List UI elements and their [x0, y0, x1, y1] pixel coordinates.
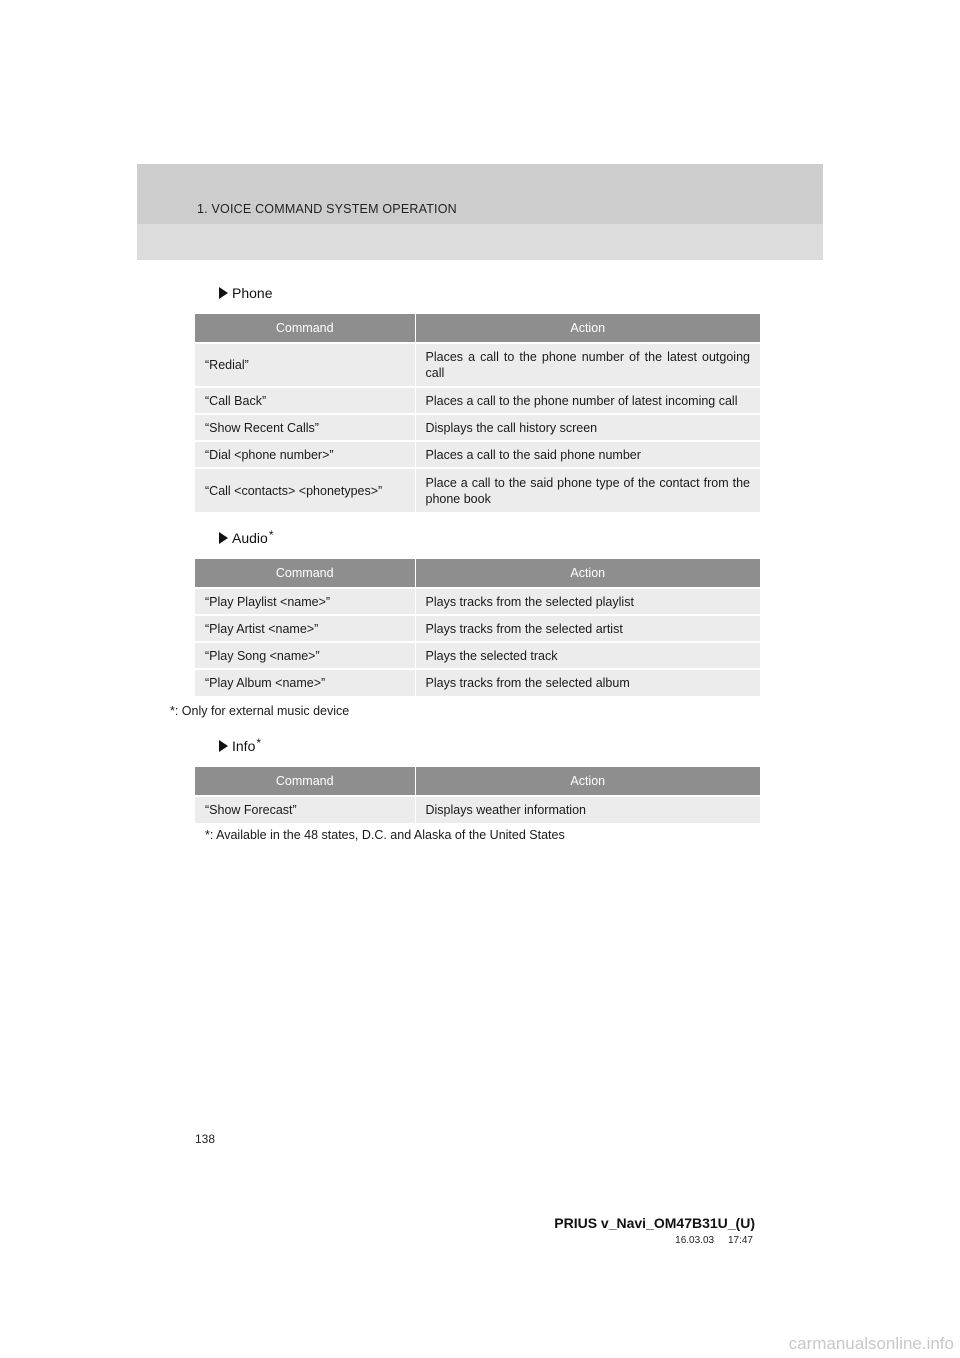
command-cell: “Play Song <name>”	[195, 642, 415, 669]
info-command-table	[195, 767, 760, 823]
section-title-phone	[219, 285, 272, 301]
section-title-text: Info	[232, 738, 256, 754]
command-cell: “Show Recent Calls”	[195, 414, 415, 441]
table-header-row	[195, 767, 760, 796]
table-row	[195, 642, 760, 669]
action-cell: Place a call to the said phone type of the contact from the phone book	[415, 468, 760, 512]
column-header-action: Action	[415, 314, 760, 343]
action-cell: Plays tracks from the selected playlist	[415, 588, 760, 615]
chapter-title: 1. VOICE COMMAND SYSTEM OPERATION	[197, 202, 457, 216]
table-row	[195, 387, 760, 414]
action-cell: Displays weather information	[415, 796, 760, 823]
table-row	[195, 615, 760, 642]
action-cell: Plays tracks from the selected artist	[415, 615, 760, 642]
action-cell: Plays tracks from the selected album	[415, 669, 760, 696]
column-header-action: Action	[415, 767, 760, 796]
column-header-command: Command	[195, 559, 415, 588]
footnote-marker: *	[256, 736, 262, 750]
table-row	[195, 441, 760, 468]
section-title-audio	[219, 530, 273, 546]
audio-footnote: *: Only for external music device	[170, 704, 350, 718]
watermark: carmanualsonline.info	[788, 1334, 954, 1353]
table-header-row	[195, 559, 760, 588]
command-cell: “Dial <phone number>”	[195, 441, 415, 468]
chapter-header	[137, 164, 823, 260]
audio-command-table	[195, 559, 760, 696]
command-cell: “Play Playlist <name>”	[195, 588, 415, 615]
action-cell: Displays the call history screen	[415, 414, 760, 441]
table-row	[195, 343, 760, 387]
table-row	[195, 588, 760, 615]
column-header-command: Command	[195, 767, 415, 796]
command-cell: “Show Forecast”	[195, 796, 415, 823]
phone-command-table	[195, 314, 760, 512]
document-timestamp: 16.03.03 17:47	[675, 1235, 753, 1246]
section-title-text: Phone	[232, 285, 273, 301]
table-header-row	[195, 314, 760, 343]
column-header-action: Action	[415, 559, 760, 588]
action-cell: Places a call to the phone number of latest incoming call	[415, 387, 760, 414]
footnote-marker: *	[268, 528, 274, 542]
triangle-bullet-icon	[219, 287, 228, 299]
action-cell: Plays the selected track	[415, 642, 760, 669]
section-title-text: Audio	[232, 530, 268, 546]
command-cell: “Call <contacts> <phonetypes>”	[195, 468, 415, 512]
column-header-command: Command	[195, 314, 415, 343]
table-row	[195, 669, 760, 696]
table-row	[195, 796, 760, 823]
command-cell: “Call Back”	[195, 387, 415, 414]
table-row	[195, 414, 760, 441]
command-cell: “Play Album <name>”	[195, 669, 415, 696]
info-footnote: *: Available in the 48 states, D.C. and Alaska of the United States	[205, 828, 565, 842]
page-number: 138	[195, 1132, 216, 1146]
command-cell: “Redial”	[195, 343, 415, 387]
section-title-info	[219, 738, 261, 754]
document-code: PRIUS v_Navi_OM47B31U_(U)	[554, 1215, 755, 1231]
action-cell: Places a call to the said phone number	[415, 441, 760, 468]
table-row	[195, 468, 760, 512]
triangle-bullet-icon	[219, 740, 228, 752]
action-cell: Places a call to the phone number of the latest outgoing call	[415, 343, 760, 387]
triangle-bullet-icon	[219, 532, 228, 544]
command-cell: “Play Artist <name>”	[195, 615, 415, 642]
